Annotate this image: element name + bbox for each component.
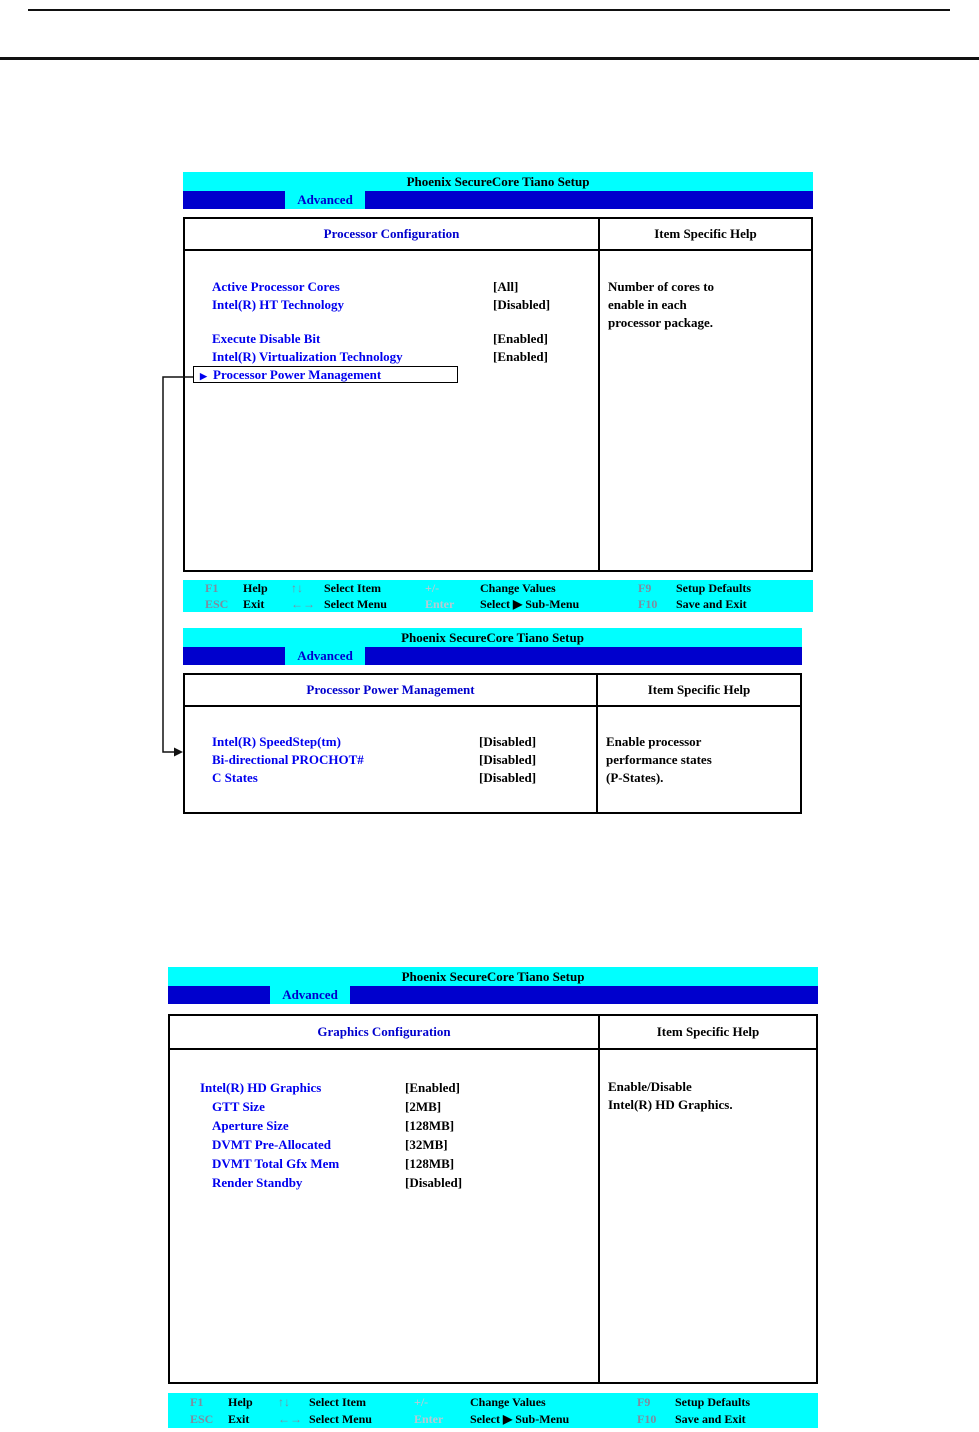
setting-label: Intel(R) SpeedStep(tm) xyxy=(212,734,341,749)
key-esc: ESC xyxy=(190,1412,214,1426)
setting-row-c-states[interactable] xyxy=(212,769,596,787)
settings-pane xyxy=(170,1016,600,1382)
key-leftright-icon: ←→ xyxy=(291,597,315,611)
help-pane xyxy=(598,675,800,812)
help-pane xyxy=(600,1016,816,1382)
help-line: Number of cores to xyxy=(608,279,715,294)
key-f9-label: Setup Defaults xyxy=(676,581,752,595)
setting-row-ht-technology[interactable] xyxy=(212,296,598,314)
setting-row-dvmt-total-gfx-mem[interactable] xyxy=(200,1154,598,1173)
page-header-rule xyxy=(0,57,979,60)
setting-value: [32MB] xyxy=(405,1137,448,1152)
help-text xyxy=(598,707,800,787)
help-line: enable in each xyxy=(608,297,687,312)
setting-label: GTT Size xyxy=(212,1099,265,1114)
bios-menubar xyxy=(183,191,813,209)
key-esc-label: Exit xyxy=(228,1412,250,1426)
setting-label: Render Standby xyxy=(212,1175,303,1190)
key-enter-label: Select ▶ Sub-Menu xyxy=(480,597,580,611)
setting-value: [128MB] xyxy=(405,1118,455,1133)
key-enter: Enter xyxy=(414,1412,444,1426)
key-f9-label: Setup Defaults xyxy=(675,1395,751,1409)
setting-value: [Disabled] xyxy=(479,734,537,749)
key-f10-label: Save and Exit xyxy=(675,1412,746,1426)
help-pane xyxy=(600,219,811,570)
bios-screen-processor-power-management xyxy=(183,628,802,814)
key-f10: F10 xyxy=(638,597,658,611)
setting-row-virtualization[interactable] xyxy=(212,348,598,366)
key-updown-icon: ↑↓ xyxy=(291,581,303,595)
submenu-arrow-icon: ▶ xyxy=(200,371,207,381)
bios-title: Phoenix SecureCore Tiano Setup xyxy=(183,172,813,191)
help-line: processor package. xyxy=(608,315,713,330)
setting-value: [Disabled] xyxy=(479,752,537,767)
key-f1: F1 xyxy=(205,581,219,595)
bios-menubar xyxy=(183,647,802,665)
key-f9: F9 xyxy=(637,1395,651,1409)
bios-title: Phoenix SecureCore Tiano Setup xyxy=(168,967,818,986)
setting-value: [Disabled] xyxy=(493,297,551,312)
tab-advanced[interactable]: Advanced xyxy=(285,647,365,665)
setting-value: [Disabled] xyxy=(405,1175,463,1190)
setting-label: Aperture Size xyxy=(212,1118,289,1133)
help-pane-title: Item Specific Help xyxy=(598,675,800,707)
setting-row-hd-graphics[interactable] xyxy=(200,1078,598,1097)
section-title: Graphics Configuration xyxy=(170,1016,598,1050)
key-f1-label: Help xyxy=(228,1395,253,1409)
setting-value: [Enabled] xyxy=(405,1080,460,1095)
setting-value: [2MB] xyxy=(405,1099,442,1114)
key-leftright-label: Select Menu xyxy=(324,597,387,611)
key-f10: F10 xyxy=(637,1412,657,1426)
key-f9: F9 xyxy=(638,581,652,595)
setting-row-active-processor-cores[interactable] xyxy=(212,278,598,296)
help-pane-title: Item Specific Help xyxy=(600,219,811,251)
bios-title: Phoenix SecureCore Tiano Setup xyxy=(183,628,802,647)
setting-value: [128MB] xyxy=(405,1156,455,1171)
setting-value: [Disabled] xyxy=(479,770,537,785)
setting-row-speedstep[interactable] xyxy=(212,733,596,751)
setting-label: Intel(R) HD Graphics xyxy=(200,1080,322,1095)
setting-label: DVMT Pre-Allocated xyxy=(212,1137,332,1152)
key-enter: Enter xyxy=(425,597,455,611)
setting-value: [Enabled] xyxy=(493,331,548,346)
help-line: (P-States). xyxy=(606,770,664,785)
bios-body xyxy=(183,217,813,572)
key-leftright-icon: ←→ xyxy=(278,1412,302,1426)
key-plusminus-label: Change Values xyxy=(480,581,556,595)
tab-advanced[interactable]: Advanced xyxy=(270,986,350,1004)
key-updown-icon: ↑↓ xyxy=(278,1395,290,1409)
key-updown-label: Select Item xyxy=(309,1395,366,1409)
setting-row-render-standby[interactable] xyxy=(200,1173,598,1192)
help-line: Enable processor xyxy=(606,734,702,749)
key-esc: ESC xyxy=(205,597,229,611)
key-enter-label: Select ▶ Sub-Menu xyxy=(470,1412,570,1426)
setting-label: C States xyxy=(212,770,258,785)
key-legend xyxy=(168,1393,818,1428)
setting-row-dvmt-pre-allocated[interactable] xyxy=(200,1135,598,1154)
help-line: Intel(R) HD Graphics. xyxy=(608,1097,733,1112)
key-f1-label: Help xyxy=(243,581,268,595)
settings-list xyxy=(185,251,598,383)
bios-menubar xyxy=(168,986,818,1004)
submenu-label: Processor Power Management xyxy=(213,367,382,382)
settings-pane xyxy=(185,675,598,812)
key-plusminus: +/- xyxy=(425,581,440,595)
help-text xyxy=(600,251,811,332)
bios-screen-processor-configuration xyxy=(183,172,813,612)
setting-label: Intel(R) Virtualization Technology xyxy=(212,349,403,364)
setting-row-prochot[interactable] xyxy=(212,751,596,769)
key-f10-label: Save and Exit xyxy=(676,597,747,611)
help-line: Enable/Disable xyxy=(608,1079,692,1094)
setting-label: Intel(R) HT Technology xyxy=(212,297,344,312)
bios-body xyxy=(168,1014,818,1384)
setting-label: Active Processor Cores xyxy=(212,279,340,294)
key-f1: F1 xyxy=(190,1395,204,1409)
setting-row-aperture-size[interactable] xyxy=(200,1116,598,1135)
setting-row-gtt-size[interactable] xyxy=(200,1097,598,1116)
help-pane-title: Item Specific Help xyxy=(600,1016,816,1050)
section-title: Processor Configuration xyxy=(185,219,598,251)
setting-value: [Enabled] xyxy=(493,349,548,364)
setting-label: Bi-directional PROCHOT# xyxy=(212,752,364,767)
settings-pane xyxy=(185,219,600,570)
settings-list xyxy=(170,1050,598,1192)
page-top-rule xyxy=(28,9,950,11)
key-legend xyxy=(183,580,813,612)
tab-advanced[interactable]: Advanced xyxy=(285,191,365,209)
help-line: performance states xyxy=(606,752,712,767)
bios-body xyxy=(183,673,802,814)
settings-list xyxy=(185,707,596,787)
key-plusminus: +/- xyxy=(414,1395,429,1409)
key-leftright-label: Select Menu xyxy=(309,1412,372,1426)
setting-value: [All] xyxy=(493,279,519,294)
submenu-processor-power-management[interactable] xyxy=(193,366,458,383)
key-plusminus-label: Change Values xyxy=(470,1395,546,1409)
setting-label: Execute Disable Bit xyxy=(212,331,321,346)
key-updown-label: Select Item xyxy=(324,581,381,595)
key-esc-label: Exit xyxy=(243,597,265,611)
row-spacer xyxy=(212,314,598,330)
help-text xyxy=(600,1050,816,1114)
setting-row-execute-disable-bit[interactable] xyxy=(212,330,598,348)
setting-label: DVMT Total Gfx Mem xyxy=(212,1156,340,1171)
bios-screen-graphics-configuration xyxy=(168,967,818,1428)
section-title: Processor Power Management xyxy=(185,675,596,707)
